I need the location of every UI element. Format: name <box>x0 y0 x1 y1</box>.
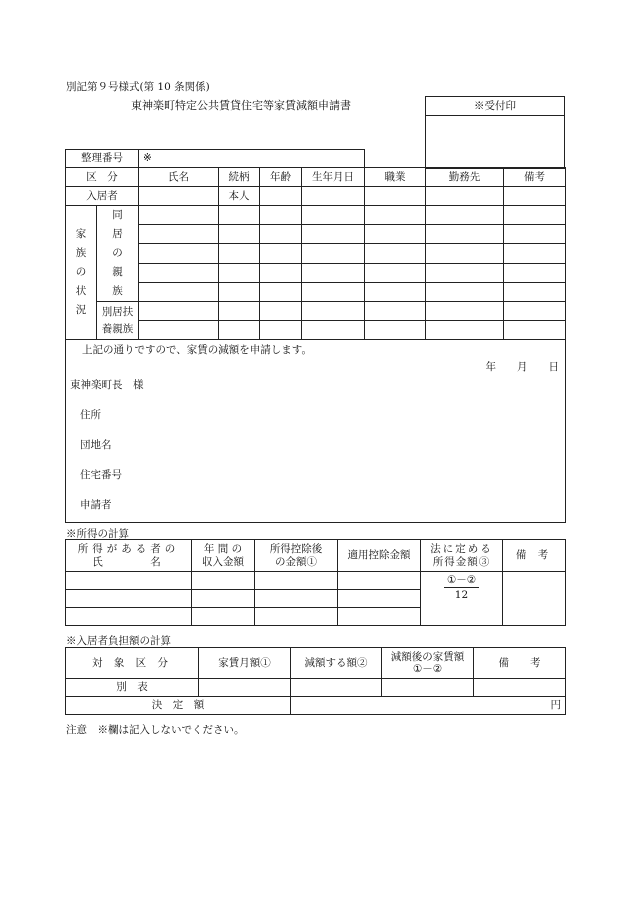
cell[interactable] <box>365 302 426 321</box>
burden-header-after-2: ①－② <box>412 663 443 675</box>
income-header-earner-2: 氏 名 <box>92 555 165 568</box>
cell[interactable] <box>291 679 382 697</box>
income-header-earner-1: 所得がある者の <box>77 543 180 556</box>
resident-relation: 本人 <box>219 187 260 206</box>
cell[interactable] <box>260 282 302 301</box>
cell[interactable] <box>302 302 365 321</box>
cell[interactable] <box>302 263 365 282</box>
cell[interactable] <box>504 187 566 206</box>
header-age: 年齢 <box>260 168 302 187</box>
cell[interactable] <box>365 206 426 225</box>
house-number-label: 住宅番号 <box>80 469 122 481</box>
cell[interactable] <box>504 244 566 263</box>
cell[interactable] <box>302 187 365 206</box>
cell[interactable] <box>260 206 302 225</box>
cell[interactable] <box>338 608 421 626</box>
burden-header-remarks: 備 考 <box>474 648 566 679</box>
cell[interactable] <box>338 590 421 608</box>
cell[interactable] <box>255 590 338 608</box>
separate-label-2: 養親族 <box>101 322 134 335</box>
cell[interactable] <box>139 321 219 340</box>
burden-table <box>65 647 566 715</box>
cell[interactable] <box>504 263 566 282</box>
header-occupation: 職業 <box>365 168 426 187</box>
income-header-annual <box>192 540 255 572</box>
burden-header-after-1: 減額後の家賃額 <box>390 650 465 663</box>
cell[interactable] <box>426 282 504 301</box>
cell[interactable] <box>302 244 365 263</box>
cohabiting-text: 同居の親族 <box>112 209 123 297</box>
cell[interactable] <box>219 244 260 263</box>
ref-no-value: ※ <box>139 150 365 168</box>
header-relation: 続柄 <box>219 168 260 187</box>
cell[interactable] <box>260 225 302 244</box>
income-header-legal-2: 所得金額③ <box>432 555 491 568</box>
cell[interactable] <box>426 206 504 225</box>
cell[interactable] <box>255 608 338 626</box>
cohabiting-label <box>97 206 139 302</box>
income-formula <box>444 574 479 601</box>
cell[interactable] <box>382 679 474 697</box>
cell[interactable] <box>365 187 426 206</box>
income-table <box>65 539 566 626</box>
request-text: 上記の通りですので、家賃の減額を申請します。 <box>82 344 312 356</box>
cell[interactable] <box>365 225 426 244</box>
cell[interactable] <box>338 572 421 590</box>
formula-cell <box>421 572 503 626</box>
income-header-after <box>255 540 338 572</box>
resident-label: 入居者 <box>66 187 139 206</box>
income-header-legal <box>421 540 503 572</box>
cell[interactable] <box>139 187 219 206</box>
income-header-annual-1: 年 間 の <box>203 543 243 556</box>
income-header-legal-1: 法に定める <box>430 543 493 556</box>
income-header-annual-2: 収入金額 <box>202 555 244 568</box>
cell[interactable] <box>504 282 566 301</box>
cell[interactable] <box>139 282 219 301</box>
cell[interactable] <box>302 282 365 301</box>
cell[interactable] <box>219 263 260 282</box>
cell[interactable] <box>66 608 192 626</box>
cell[interactable] <box>474 679 566 697</box>
date-line: 年 月 日 <box>485 361 560 373</box>
cell[interactable] <box>139 263 219 282</box>
header-workplace: 勤務先 <box>426 168 504 187</box>
cell[interactable] <box>219 321 260 340</box>
cell[interactable] <box>426 244 504 263</box>
income-header-earner <box>66 540 192 572</box>
cell[interactable] <box>504 321 566 340</box>
cell[interactable] <box>365 263 426 282</box>
burden-header-after <box>382 648 474 679</box>
income-header-after-1: 所得控除後 <box>269 543 323 556</box>
cell[interactable] <box>219 282 260 301</box>
cell[interactable] <box>260 263 302 282</box>
cell[interactable] <box>139 206 219 225</box>
header-remarks: 備考 <box>504 168 566 187</box>
cell[interactable] <box>504 225 566 244</box>
cell[interactable] <box>139 302 219 321</box>
income-header-after-2: の金額① <box>275 555 317 568</box>
burden-header-reduction: 減額する額② <box>291 648 382 679</box>
cell[interactable] <box>260 321 302 340</box>
burden-section-title: ※入居者負担額の計算 <box>66 635 171 647</box>
cell[interactable] <box>139 225 219 244</box>
cell[interactable] <box>365 321 426 340</box>
address-label: 住所 <box>80 409 101 421</box>
cell[interactable] <box>255 572 338 590</box>
header-category: 区 分 <box>66 168 139 187</box>
cell[interactable] <box>426 302 504 321</box>
cell[interactable] <box>192 590 255 608</box>
cell[interactable] <box>426 321 504 340</box>
complex-name-label: 団地名 <box>80 439 112 451</box>
burden-header-category: 対 象 区 分 <box>66 648 199 679</box>
cell[interactable] <box>139 244 219 263</box>
cell[interactable] <box>192 608 255 626</box>
burden-row-label: 別 表 <box>66 679 199 697</box>
separate-label <box>97 302 139 340</box>
cell[interactable] <box>219 206 260 225</box>
cell[interactable] <box>365 282 426 301</box>
cell[interactable] <box>192 572 255 590</box>
burden-header-rent: 家賃月額① <box>199 648 291 679</box>
formula-denominator: 12 <box>454 589 469 602</box>
reception-stamp-label: ※受付印 <box>426 97 565 116</box>
cell[interactable] <box>66 590 192 608</box>
cell[interactable] <box>302 321 365 340</box>
cell[interactable] <box>503 572 566 626</box>
header-birthdate: 生年月日 <box>302 168 365 187</box>
separate-label-1: 別居扶 <box>101 306 134 319</box>
request-box <box>66 340 566 523</box>
decision-label: 決 定 額 <box>66 697 291 715</box>
decision-yen: 円 <box>291 697 566 715</box>
cell[interactable] <box>365 244 426 263</box>
formula-numerator: ①－② <box>444 574 479 588</box>
cell[interactable] <box>219 302 260 321</box>
addressee: 東神楽町長 様 <box>70 379 144 391</box>
family-table <box>65 149 566 523</box>
income-header-deduction: 適用控除金額 <box>338 540 421 572</box>
cell[interactable] <box>302 206 365 225</box>
header-name: 氏名 <box>139 168 219 187</box>
cell[interactable] <box>260 244 302 263</box>
cell[interactable] <box>302 225 365 244</box>
cell[interactable] <box>504 302 566 321</box>
cell[interactable] <box>219 225 260 244</box>
cell[interactable] <box>426 263 504 282</box>
cell[interactable] <box>426 225 504 244</box>
income-section-title: ※所得の計算 <box>66 528 129 540</box>
ref-no-label: 整理番号 <box>66 150 139 168</box>
family-status-label <box>66 206 97 340</box>
form-title: 東神楽町特定公共賃貸住宅等家賃減額申請書 <box>131 99 351 112</box>
cell[interactable] <box>199 679 291 697</box>
footnote: 注意 ※欄は記入しないでください。 <box>66 724 245 736</box>
cell[interactable] <box>66 572 192 590</box>
cell[interactable] <box>504 206 566 225</box>
income-header-remarks: 備 考 <box>503 540 566 572</box>
cell[interactable] <box>260 187 302 206</box>
form-id: 別記第９号様式(第 10 条関係) <box>66 81 210 93</box>
applicant-label: 申請者 <box>80 499 112 511</box>
cell[interactable] <box>260 302 302 321</box>
family-status-text: 家族の状況 <box>75 228 87 316</box>
cell[interactable] <box>426 187 504 206</box>
